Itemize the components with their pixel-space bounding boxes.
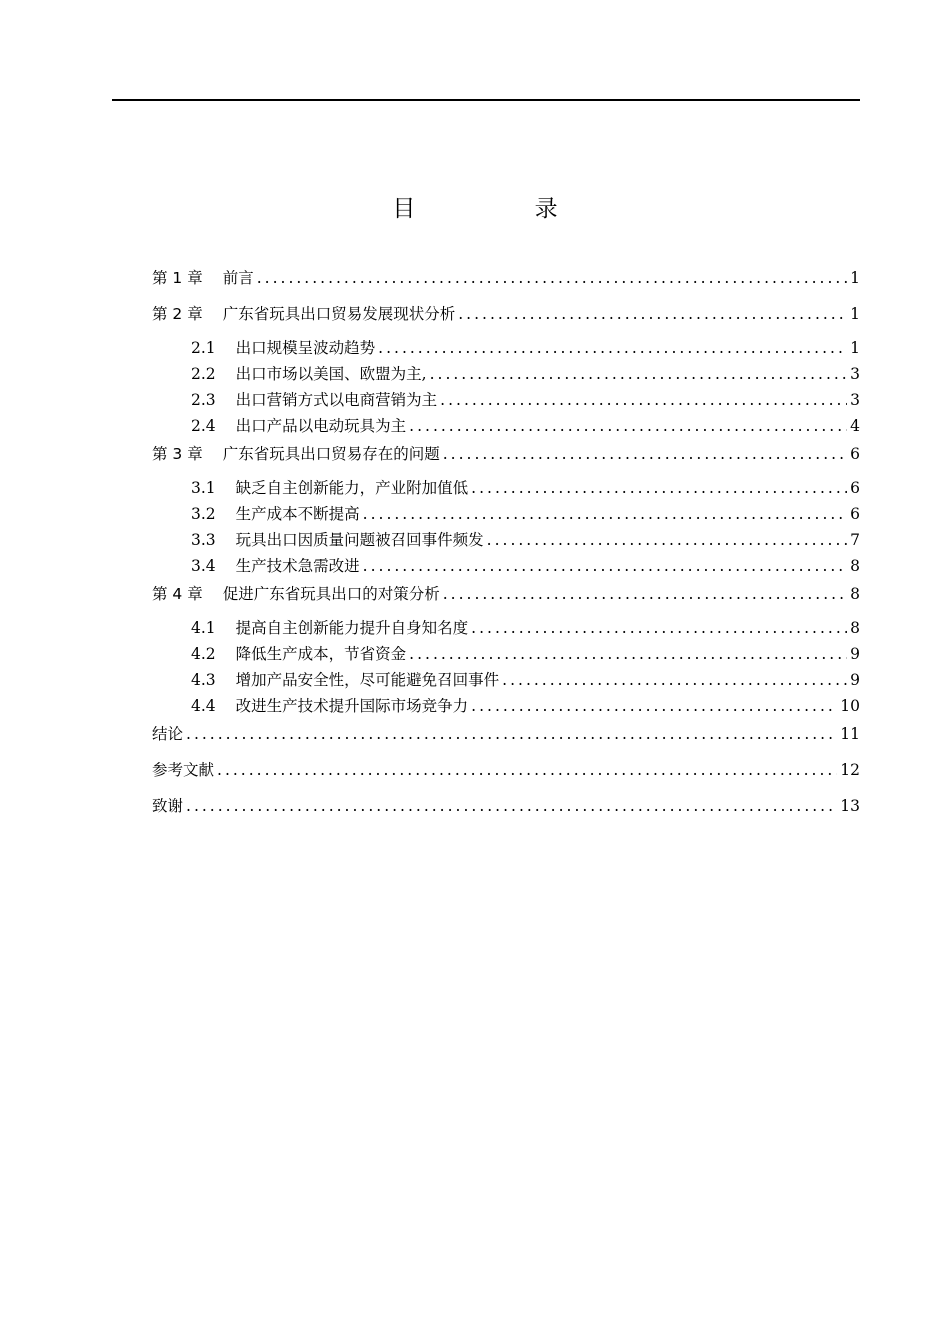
page-title: 目 录 xyxy=(392,196,614,222)
dot-leader xyxy=(186,725,837,743)
toc-entry-number: 2.3 xyxy=(191,391,216,409)
toc-entry-page: 12 xyxy=(840,761,860,779)
toc-entry-section-4-3[interactable] xyxy=(152,668,860,694)
dot-leader xyxy=(443,445,847,463)
dot-leader xyxy=(471,479,847,497)
toc-entry-label: 生产成本不断提高 xyxy=(235,505,360,523)
toc-entry-number: 3.1 xyxy=(191,479,216,497)
toc-entry-section-4-4[interactable] xyxy=(152,694,860,720)
toc-entry-number: 3.3 xyxy=(191,531,216,549)
toc-entry-label: 改进生产技术提升国际市场竞争力 xyxy=(235,697,469,715)
toc-entry-section-2-1[interactable] xyxy=(152,336,860,362)
toc-entry-section-2-4[interactable] xyxy=(152,414,860,440)
toc-entry-label: 广东省玩具出口贸易存在的问题 xyxy=(222,445,440,463)
toc-entry-label: 出口规模呈波动趋势 xyxy=(235,339,376,357)
toc-entry-label: 玩具出口因质量问题被召回事件频发 xyxy=(235,531,484,549)
dot-leader xyxy=(430,365,848,383)
dot-leader xyxy=(487,531,847,549)
toc-entry-number: 2.2 xyxy=(191,365,216,383)
toc-entry-conclusion[interactable] xyxy=(152,720,860,756)
toc-entry-page: 7 xyxy=(850,531,860,549)
toc-entry-page: 11 xyxy=(840,725,860,743)
toc-entry-number: 2.4 xyxy=(191,417,216,435)
toc-entry-label: 促进广东省玩具出口的对策分析 xyxy=(222,585,440,603)
toc-entry-section-2-3[interactable] xyxy=(152,388,860,414)
toc-entry-label: 出口营销方式以电商营销为主 xyxy=(235,391,438,409)
toc-entry-page: 8 xyxy=(850,619,860,637)
toc-entry-label: 出口产品以电动玩具为主 xyxy=(235,417,407,435)
toc-entry-chapter-4[interactable] xyxy=(152,580,860,616)
toc-entry-label: 参考文献 xyxy=(152,761,215,779)
toc-entry-page: 3 xyxy=(850,365,860,383)
toc-entry-number: 4.3 xyxy=(191,671,216,689)
toc-entry-label: 广东省玩具出口贸易发展现状分析 xyxy=(222,305,456,323)
dot-leader xyxy=(186,797,837,815)
toc-entry-number: 第 4 章 xyxy=(152,585,203,603)
dot-leader xyxy=(363,557,847,575)
toc-entry-page: 9 xyxy=(850,645,860,663)
toc-entry-page: 6 xyxy=(850,479,860,497)
dot-leader xyxy=(440,391,847,409)
toc-entry-label: 增加产品安全性，尽可能避免召回事件 xyxy=(235,671,500,689)
dot-leader xyxy=(378,339,847,357)
dot-leader xyxy=(363,505,847,523)
toc-entry-section-3-3[interactable] xyxy=(152,528,860,554)
toc-entry-number: 4.2 xyxy=(191,645,216,663)
toc-entry-acknowledgements[interactable] xyxy=(152,792,860,828)
toc-entry-label: 致谢 xyxy=(152,797,184,815)
toc-entry-number: 第 1 章 xyxy=(152,269,203,287)
toc-entry-page: 6 xyxy=(850,445,860,463)
toc-entry-number: 第 2 章 xyxy=(152,305,203,323)
dot-leader xyxy=(458,305,847,323)
toc-entry-chapter-1[interactable] xyxy=(152,266,860,300)
toc-entry-section-2-2[interactable] xyxy=(152,362,860,388)
toc-entry-page: 1 xyxy=(850,339,860,357)
toc-entry-page: 3 xyxy=(850,391,860,409)
dot-leader xyxy=(409,645,847,663)
table-of-contents xyxy=(152,266,860,828)
toc-entry-number: 第 3 章 xyxy=(152,445,203,463)
toc-entry-section-4-2[interactable] xyxy=(152,642,860,668)
dot-leader xyxy=(409,417,847,435)
toc-entry-page: 4 xyxy=(850,417,860,435)
toc-entry-page: 9 xyxy=(850,671,860,689)
toc-entry-references[interactable] xyxy=(152,756,860,792)
dot-leader xyxy=(257,269,847,287)
toc-entry-label: 缺乏自主创新能力，产业附加值低 xyxy=(235,479,469,497)
toc-entry-section-4-1[interactable] xyxy=(152,616,860,642)
toc-entry-number: 2.1 xyxy=(191,339,216,357)
toc-entry-label: 出口市场以美国、欧盟为主, xyxy=(235,365,427,383)
dot-leader xyxy=(443,585,847,603)
toc-entry-number: 3.2 xyxy=(191,505,216,523)
toc-entry-chapter-2[interactable] xyxy=(152,300,860,336)
toc-entry-label: 提高自主创新能力提升自身知名度 xyxy=(235,619,469,637)
toc-entry-label: 降低生产成本，节省资金 xyxy=(235,645,407,663)
toc-entry-number: 3.4 xyxy=(191,557,216,575)
toc-entry-label: 生产技术急需改进 xyxy=(235,557,360,575)
toc-entry-section-3-2[interactable] xyxy=(152,502,860,528)
header-rule xyxy=(112,99,860,101)
toc-entry-page: 8 xyxy=(850,557,860,575)
toc-entry-label: 结论 xyxy=(152,725,184,743)
dot-leader xyxy=(502,671,847,689)
dot-leader xyxy=(471,619,847,637)
dot-leader xyxy=(217,761,837,779)
toc-entry-section-3-1[interactable] xyxy=(152,476,860,502)
toc-entry-section-3-4[interactable] xyxy=(152,554,860,580)
dot-leader xyxy=(471,697,837,715)
toc-entry-page: 6 xyxy=(850,505,860,523)
toc-entry-label: 前言 xyxy=(222,269,254,287)
toc-entry-number: 4.4 xyxy=(191,697,216,715)
toc-entry-number: 4.1 xyxy=(191,619,216,637)
toc-entry-page: 1 xyxy=(850,269,860,287)
toc-entry-page: 1 xyxy=(850,305,860,323)
toc-entry-page: 8 xyxy=(850,585,860,603)
toc-entry-page: 13 xyxy=(840,797,860,815)
toc-entry-chapter-3[interactable] xyxy=(152,440,860,476)
toc-entry-page: 10 xyxy=(840,697,860,715)
